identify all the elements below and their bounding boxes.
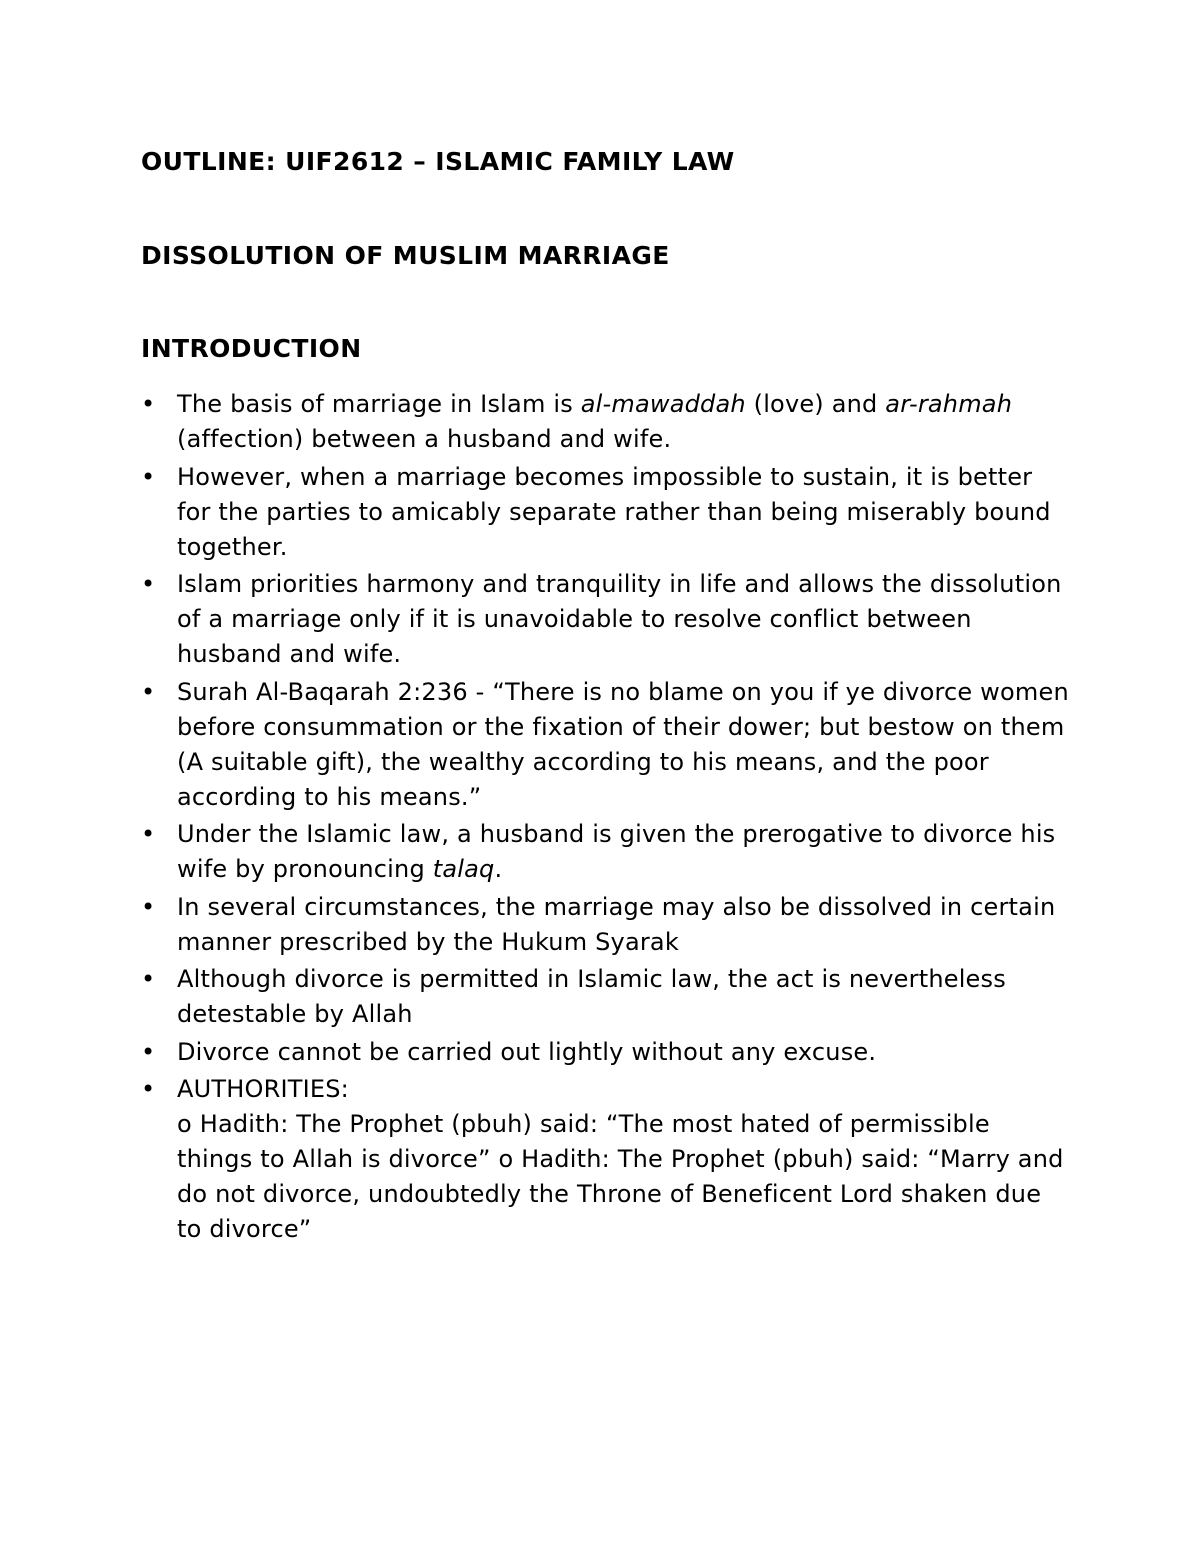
authorities-heading: AUTHORITIES: bbox=[177, 1075, 349, 1103]
bullet-text-part: The basis of marriage in Islam is bbox=[177, 390, 581, 418]
bullet-icon: • bbox=[141, 390, 156, 418]
authorities-hadith-text: o Hadith: The Prophet (pbuh) said: “The most hated of permissible things to Allah is divorce” o Hadith: The Prophet (pbuh) said: “Marry and do not divorce, undoubtedly the Throne of Beneficent Lord shaken due to divorce” bbox=[177, 1110, 1064, 1243]
bullet-icon: • bbox=[141, 1037, 156, 1066]
topic-title: DISSOLUTION OF MUSLIM MARRIAGE bbox=[141, 241, 670, 270]
bullet-text: Islam priorities harmony and tranquility in life and allows the dissolution of a marriage only if it is unavoidable to resolve conflict between husband and wife. bbox=[177, 570, 1062, 668]
bullet-item-separation bbox=[141, 460, 1071, 565]
bullet-item-harmony bbox=[141, 567, 1071, 672]
bullet-icon: • bbox=[141, 820, 156, 848]
bullet-item-surah-quote bbox=[141, 675, 1071, 815]
bullet-item-talaq bbox=[141, 817, 1071, 887]
bullet-text-part: (affection) between a husband and wife. bbox=[177, 425, 672, 453]
arabic-term-rahmah: ar-rahmah bbox=[885, 390, 1013, 418]
course-title: OUTLINE: UIF2612 – ISLAMIC FAMILY LAW bbox=[141, 147, 735, 176]
bullet-item-detestable bbox=[141, 962, 1071, 1032]
section-title: INTRODUCTION bbox=[141, 334, 362, 363]
bullet-icon: • bbox=[141, 965, 156, 993]
bullet-item-authorities bbox=[141, 1072, 1071, 1247]
arabic-term-mawaddah: al-mawaddah bbox=[580, 390, 746, 418]
bullet-text: Divorce cannot be carried out lightly without any excuse. bbox=[177, 1037, 877, 1066]
bullet-text: Surah Al-Baqarah 2:236 - “There is no blame on you if ye divorce women before consummation or the fixation of their dower; but bestow on them (A suitable gift), the wealthy according to his means, and the poor according to his means.” bbox=[177, 677, 1069, 811]
bullet-icon: • bbox=[141, 1075, 156, 1103]
bullet-text bbox=[177, 817, 1071, 887]
bullet-text bbox=[177, 387, 1071, 457]
bullet-text-part: Under the Islamic law, a husband is given the prerogative to divorce his wife by pronouncing bbox=[177, 820, 1056, 883]
bullet-text: However, when a marriage becomes impossible to sustain, it is better for the parties to amicably separate rather than being miserably bound together. bbox=[177, 462, 1051, 561]
bullet-icon: • bbox=[141, 892, 156, 921]
bullet-item-hukum-syarak bbox=[141, 890, 1071, 960]
bullet-icon: • bbox=[141, 677, 156, 706]
bullet-text: Although divorce is permitted in Islamic law, the act is nevertheless detestable by Allah bbox=[177, 965, 1006, 1028]
bullet-icon: • bbox=[141, 462, 156, 491]
introduction-bullet-list bbox=[141, 387, 1071, 1250]
bullet-item-marriage-basis bbox=[141, 387, 1071, 457]
bullet-item-no-excuse bbox=[141, 1035, 1071, 1070]
bullet-text-part: . bbox=[494, 855, 503, 883]
bullet-text-part: (love) and bbox=[745, 390, 886, 418]
bullet-text: In several circumstances, the marriage may also be dissolved in certain manner prescribed by the Hukum Syarak bbox=[177, 892, 1056, 956]
arabic-term-talaq: talaq bbox=[432, 855, 495, 883]
bullet-icon: • bbox=[141, 570, 156, 598]
